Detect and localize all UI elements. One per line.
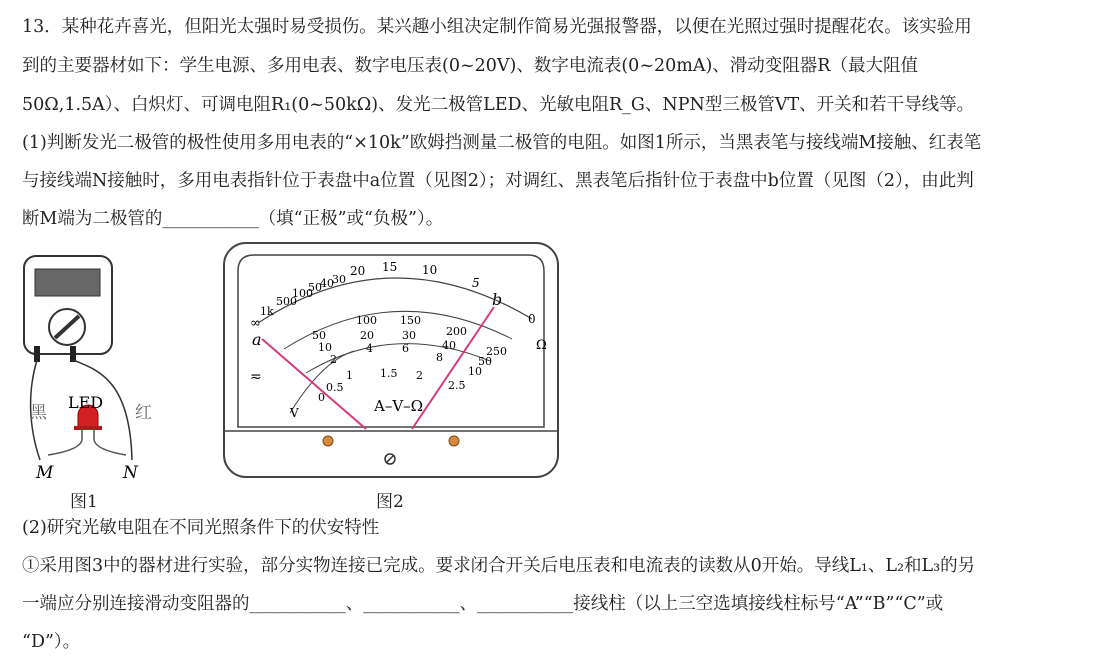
ac-tick-05: 0.5 (326, 381, 344, 394)
question-line-3: 50Ω,1.5A）、白炽灯、可调电阻R₁(0~50kΩ)、发光二极管LED、光敏电阻R_G、NPN型三极管VT、开关和若干导线等。 (22, 95, 975, 115)
figure-2-caption: 图2 (376, 492, 404, 512)
ohm-tick-500: 500 (276, 295, 297, 308)
question-line-4: (1)判断发光二极管的极性使用多用电表的“×10k”欧姆挡测量二极管的电阻。如图1所示，当黑表笔与接线端M接触、红表笔 (22, 133, 982, 153)
low-tick-2: 2 (330, 353, 337, 366)
ac-tick-2: 2 (416, 369, 423, 382)
ohm-tick-15: 15 (382, 260, 398, 274)
label-m: M (36, 463, 54, 483)
ohm-tick-10: 10 (422, 263, 438, 277)
v-symbol: V (290, 406, 299, 420)
pointer-a-label: a (252, 330, 262, 349)
question-line-8: ①采用图3中的器材进行实验，部分实物连接已完成。要求闭合开关后电压表和电流表的读数从0开始。导线L₁、L₂和L₃的另 (22, 556, 976, 576)
ohm-tick-20: 20 (350, 264, 366, 278)
dc-tick-100: 100 (356, 314, 377, 327)
dial-label: A–V–Ω (374, 397, 424, 415)
mid-tick-20: 20 (360, 329, 374, 342)
dc-tick-150: 150 (400, 314, 421, 327)
low-tick-8: 8 (436, 351, 443, 364)
question-line-7: (2)研究光敏电阻在不同光照条件下的伏安特性 (22, 518, 380, 538)
question-line-6: 断M端为二极管的___________（填“正极”或“负极”）。 (22, 209, 444, 229)
figure-2-meter (222, 241, 562, 481)
dc-tick-200: 200 (446, 325, 467, 338)
ohm-tick-50: 50 (308, 281, 322, 294)
question-line-5: 与接线端N接触时，多用电表指针位于表盘中a位置（见图2）；对调红、黑表笔后指针位于表盘中b位置（见图（2），由此判 (22, 171, 974, 191)
ohm-tick-1k: 1k (260, 305, 274, 318)
mid-tick-30: 30 (402, 329, 416, 342)
right-knob (449, 436, 459, 446)
ohm-tick-inf: ∞ (250, 316, 261, 331)
question-line-2: 到的主要器材如下：学生电源、多用电表、数字电压表(0~20V)、数字电流表(0~20mA)、滑动变阻器R（最大阻值 (22, 56, 918, 76)
label-red: 红 (135, 403, 152, 423)
ac-tick-25: 2.5 (448, 379, 466, 392)
pointer-b-label: b (492, 290, 503, 309)
ac-tick-0: 0 (318, 391, 325, 404)
ohm-tick-0: 0 (528, 312, 536, 326)
ohm-tick-30: 30 (332, 273, 346, 286)
mid-tick-50: 50 (478, 355, 492, 368)
ohm-tick-40: 40 (320, 277, 334, 290)
ohm-tick-100: 100 (292, 287, 313, 300)
ac-tick-15: 1.5 (380, 367, 398, 380)
figure-1-caption: 图1 (70, 492, 98, 512)
dc-tick-250: 250 (486, 345, 507, 358)
low-tick-6: 6 (402, 342, 409, 355)
figure-1-circuit (18, 250, 188, 485)
dc-tick-50: 50 (312, 329, 326, 342)
multimeter-screen (35, 269, 100, 296)
mid-tick-10: 10 (318, 341, 332, 354)
low-tick-4: 4 (366, 342, 373, 355)
label-n: N (123, 463, 138, 483)
label-black: 黑 (30, 403, 47, 423)
left-knob (323, 436, 333, 446)
ac-tick-1: 1 (346, 369, 353, 382)
question-line-10: “D”）。 (22, 632, 81, 652)
ohm-unit: Ω (536, 338, 547, 353)
label-led: LED (68, 393, 104, 412)
question-line-1: 13．某种花卉喜光，但阳光太强时易受损伤。某兴趣小组决定制作简易光强报警器，以便在光照过强时提醒花农。该实验用 (22, 17, 972, 37)
low-tick-10: 10 (468, 365, 482, 378)
ohm-tick-5: 5 (472, 276, 480, 290)
ac-symbol: ≂ (250, 369, 262, 385)
question-line-9: 一端应分别连接滑动变阻器的___________、___________、___________接线柱（以上三空选填接线柱标号“A”“B”“C”或 (22, 594, 944, 614)
mid-tick-40: 40 (442, 339, 456, 352)
